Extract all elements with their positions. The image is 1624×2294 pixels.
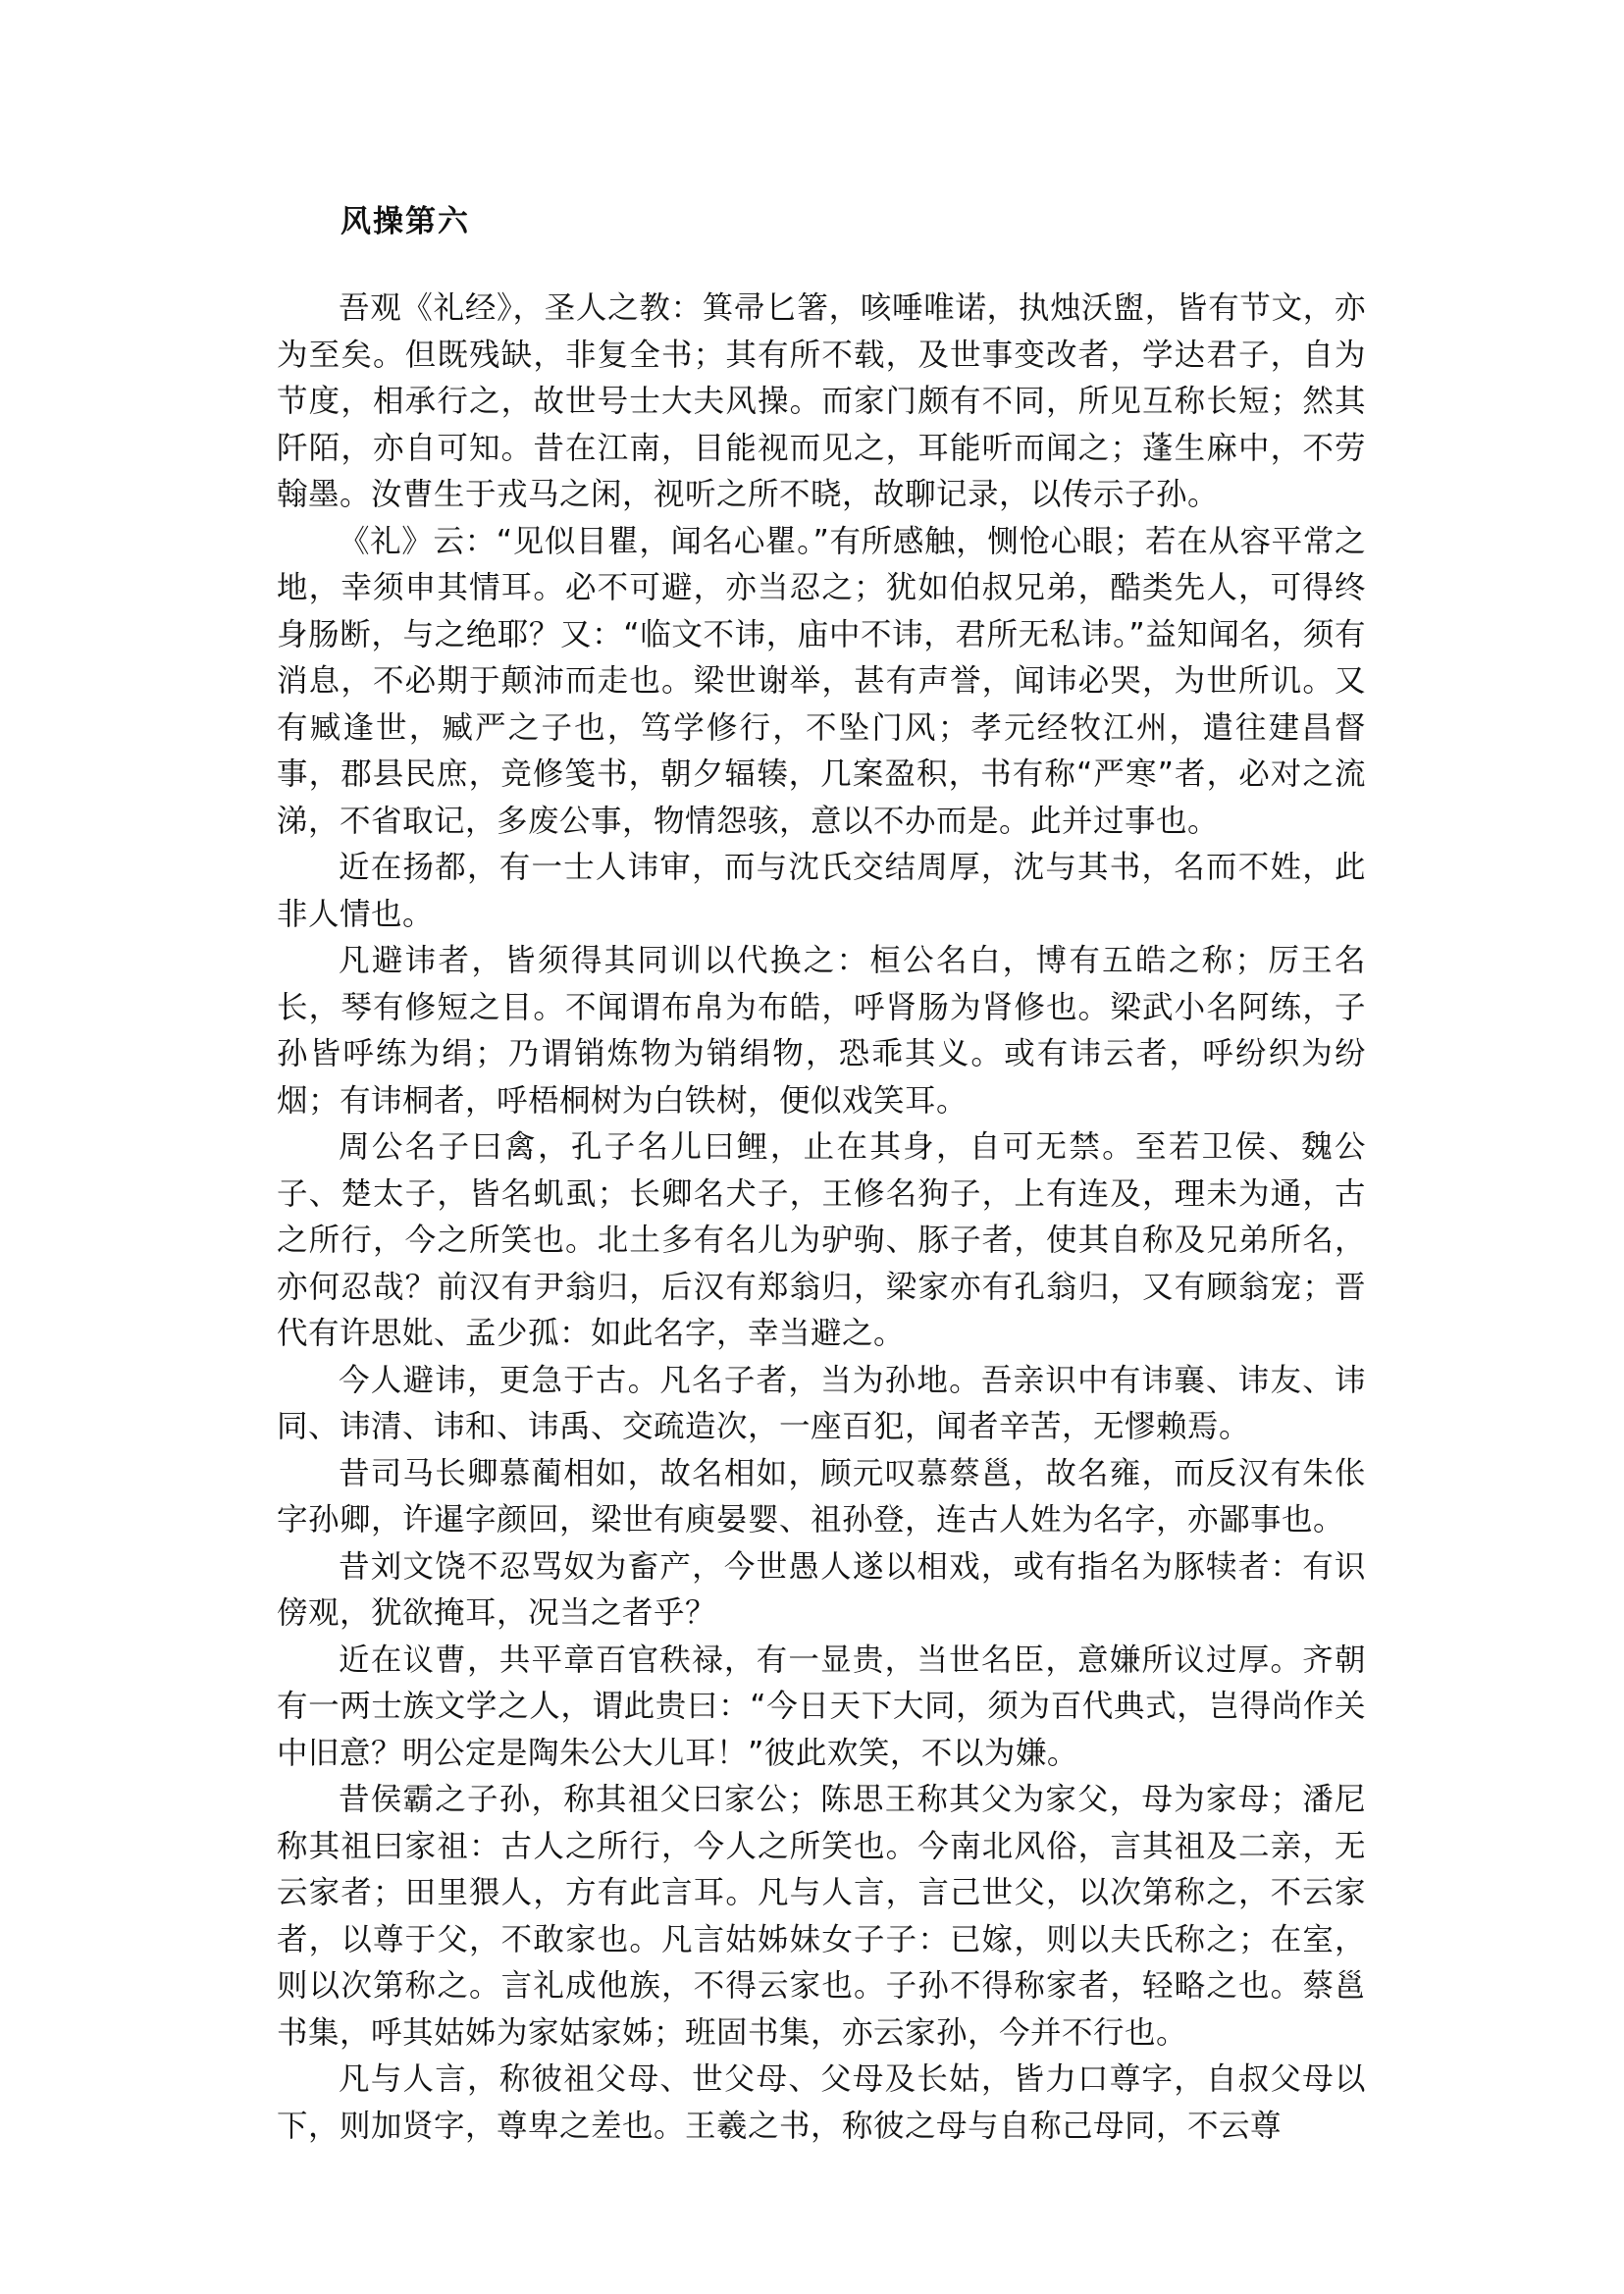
paragraph: 昔司马长卿慕蔺相如，故名相如，顾元叹慕蔡邕，故名雍，而反汉有朱伥字孙卿，许暹字颜回，梁世有庾晏婴、祖孙登，连古人姓为名字，亦鄙事也。 [277,1455,1366,1538]
paragraph: 近在扬都，有一士人讳审，而与沈氏交结周厚，沈与其书，名而不姓，此非人情也。 [277,850,1366,932]
paragraph: 《礼》云：“见似目瞿，闻名心瞿。”有所感触，恻怆心眼；若在从容平常之地，幸须申其情耳。必不可避，亦当忍之；犹如伯叔兄弟，酷类先人，可得终身肠断，与之绝耶？又：“临文不讳，庙中不讳，君所无私讳。”益知闻名，须有消息，不必期于颠沛而走也。梁世谢举，甚有声誉，闻讳必哭，为世所讥。又有臧逢世，臧严之子也，笃学修行，不坠门风；孝元经牧江州，遣往建昌督事，郡县民庶，竞修笺书，朝夕辐辏，几案盈积，书有称“严寒”者，必对之流涕，不省取记，多废公事，物情怨骇，意以不办而是。此并过事也。 [277,523,1366,839]
paragraph: 凡避讳者，皆须得其同训以代换之：桓公名白，博有五皓之称；厉王名长，琴有修短之目。不闻谓布帛为布皓，呼肾肠为肾修也。梁武小名阿练，子孙皆呼练为绢；乃谓销炼物为销绢物，恐乖其义。或有讳云者，呼纷织为纷烟；有讳桐者，呼梧桐树为白铁树，便似戏笑耳。 [277,943,1366,1119]
paragraph: 吾观《礼经》，圣人之教：箕帚匕箸，咳唾唯诺，执烛沃盥，皆有节文，亦为至矣。但既残缺，非复全书；其有所不载，及世事变改者，学达君子，自为节度，相承行之，故世号士大夫风操。而家门颇有不同，所见互称长短；然其阡陌，亦自可知。昔在江南，目能视而见之，耳能听而闻之；蓬生麻中，不劳翰墨。汝曹生于戎马之闲，视听之所不晓，故聊记录，以传示子孙。 [277,290,1366,512]
chapter-title: 风操第六 [341,204,470,239]
paragraph: 今人避讳，更急于古。凡名子者，当为孙地。吾亲识中有讳襄、讳友、讳同、讳清、讳和、讳禹、交疏造次，一座百犯，闻者辛苦，无憀赖焉。 [277,1362,1366,1444]
paragraph: 昔刘文饶不忍骂奴为畜产，今世愚人遂以相戏，或有指名为豚犊者：有识傍观，犹欲掩耳，况当之者乎？ [277,1548,1366,1631]
paragraph: 近在议曹，共平章百官秩禄，有一显贵，当世名臣，意嫌所议过厚。齐朝有一两士族文学之人，谓此贵曰：“今日天下大同，须为百代典式，岂得尚作关中旧意？明公定是陶朱公大儿耳！”彼此欢笑，不以为嫌。 [277,1642,1366,1771]
paragraph: 凡与人言，称彼祖父母、世父母、父母及长姑，皆力口尊字，自叔父母以下，则加贤字，尊卑之差也。王羲之书，称彼之母与自称己母同，不云尊 [277,2061,1366,2144]
paragraph: 周公名子曰禽，孔子名儿曰鲤，止在其身，自可无禁。至若卫侯、魏公子、楚太子，皆名虮虱；长卿名犬子，王修名狗子，上有连及，理未为通，古之所行，今之所笑也。北土多有名儿为驴驹、豚子者，使其自称及兄弟所名，亦何忍哉？前汉有尹翁归，后汉有郑翁归，梁家亦有孔翁归，又有顾翁宠；晋代有许思妣、孟少孤：如此名字，幸当避之。 [277,1129,1366,1351]
document-body [277,286,1366,2150]
paragraph: 昔侯霸之子孙，称其祖父曰家公；陈思王称其父为家父，母为家母；潘尼称其祖曰家祖：古人之所行，今人之所笑也。今南北风俗，言其祖及二亲，无云家者；田里猥人，方有此言耳。凡与人言，言己世父，以次第称之，不云家者，以尊于父，不敢家也。凡言姑姊妹女子子：已嫁，则以夫氏称之；在室，则以次第称之。言礼成他族，不得云家也。子孙不得称家者，轻略之也。蔡邕书集，呼其姑姊为家姑家姊；班固书集，亦云家孙，今并不行也。 [277,1782,1366,2051]
